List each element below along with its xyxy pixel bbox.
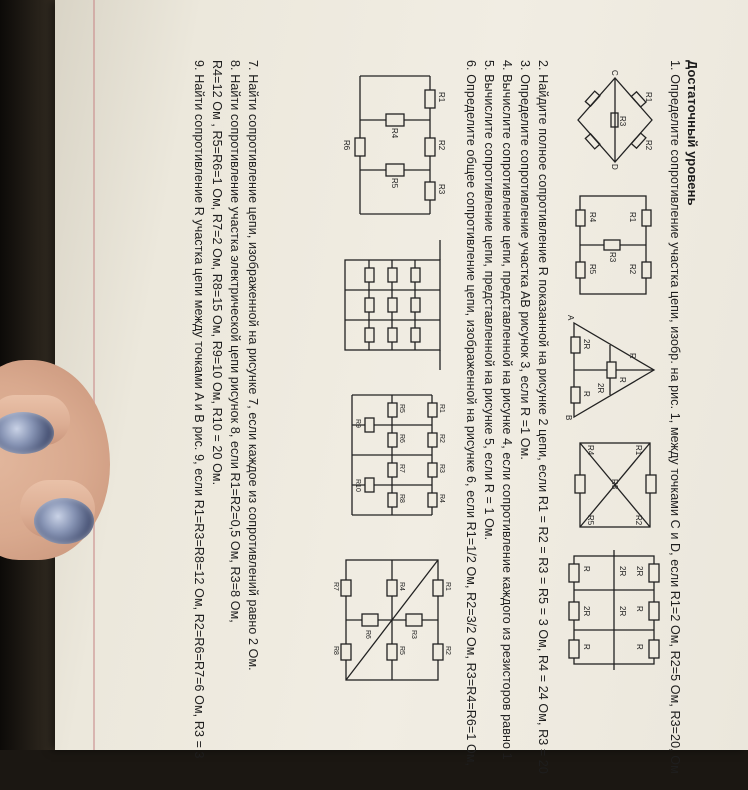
svg-text:R1: R1 bbox=[634, 445, 643, 456]
fig9-label-r5: R5 bbox=[398, 646, 405, 655]
fig6-label-r4: R4 bbox=[390, 128, 399, 139]
fig9-label-r1: R1 bbox=[444, 582, 451, 591]
fig2-label-r2: R2 bbox=[628, 264, 637, 275]
fig9-label-r6: R6 bbox=[364, 630, 371, 639]
fig3-label-2r-a: 2R bbox=[582, 339, 591, 350]
fig6-label-r6: R6 bbox=[342, 140, 351, 151]
figure-8 bbox=[332, 385, 452, 525]
fig5-label-1: R bbox=[635, 606, 644, 612]
fig3-label-2r-b: 2R bbox=[596, 383, 605, 394]
fig6-label-r5: R5 bbox=[390, 178, 399, 189]
fig1-label-r1: R1 bbox=[644, 92, 653, 103]
fig3-label-a: A bbox=[566, 315, 575, 321]
figure-5-top bbox=[570, 435, 660, 535]
task-8: 8. Найти сопротивление участка электрической цепи рисунок 8, если R1=R2=0,5 Ом, R3=8 Ом, bbox=[228, 60, 242, 623]
fig5-label-0: 2R bbox=[635, 566, 644, 577]
fig8-label-r8: R8 bbox=[398, 494, 405, 503]
worksheet-content bbox=[60, 40, 700, 790]
fig6-label-r3: R3 bbox=[437, 184, 446, 195]
fig9-label-r8: R8 bbox=[332, 646, 339, 655]
fig3-label-r-a: R bbox=[582, 391, 591, 397]
figure-6 bbox=[340, 70, 450, 220]
figure-7 bbox=[335, 240, 450, 370]
section-heading: Достаточный уровень bbox=[685, 60, 700, 206]
fig3-label-b: B bbox=[564, 415, 573, 421]
painted-nail-lower bbox=[34, 498, 94, 544]
fig1-label-d: D bbox=[610, 164, 619, 170]
fig8-label-r1: R1 bbox=[438, 404, 445, 413]
fig2-label-r4: R4 bbox=[588, 212, 597, 223]
fig5-label-3: 2R bbox=[618, 566, 627, 577]
task-2: 2. Найдите полное сопротивление R показанной на рисунке 2 цепи, если R1 = R2 = R3 = R5 = 3 Ом, R4 = 24 Ом, R3 = 20 bbox=[536, 60, 550, 774]
fig5-label-2: R bbox=[635, 644, 644, 650]
svg-text:R4: R4 bbox=[586, 445, 595, 456]
figure-2 bbox=[570, 190, 656, 300]
fig9-label-r4: R4 bbox=[398, 582, 405, 591]
task-7: 7. Найти сопротивление цепи, изображенной на рисунке 7, если каждое из сопротивлений равно 2 Ом. bbox=[246, 60, 260, 671]
fig5-label-4: 2R bbox=[618, 606, 627, 617]
fig8-label-r6: R6 bbox=[398, 434, 405, 443]
figure-3 bbox=[565, 315, 660, 425]
fig8-label-r9: R9 bbox=[354, 419, 361, 428]
figure-9 bbox=[332, 550, 452, 690]
fig5-label-6: 2R bbox=[582, 606, 591, 617]
task-5: 5. Вычислите сопротивление цепи, представленной на рисунке 5, если R = 1 Ом. bbox=[482, 60, 496, 541]
task-4: 4. Вычислите сопротивление цепи, представленной на рисунке 4, если сопротивление каждого из резисторов равно 1 bbox=[500, 60, 514, 760]
fig1-label-r3: R3 bbox=[618, 116, 627, 127]
fig8-label-r2: R2 bbox=[438, 434, 445, 443]
fig3-label-r-b: R bbox=[618, 377, 627, 383]
fig9-label-r7: R7 bbox=[332, 582, 339, 591]
fig1-label-r2: R2 bbox=[644, 140, 653, 151]
fig6-label-r2: R2 bbox=[437, 140, 446, 151]
svg-text:R3: R3 bbox=[610, 479, 619, 490]
fig5-label-5: R bbox=[582, 566, 591, 572]
fig3-label-r-c: R bbox=[628, 353, 637, 359]
fig8-label-r10: R10 bbox=[354, 479, 361, 492]
fig6-label-r1: R1 bbox=[437, 92, 446, 103]
fig2-label-r5: R5 bbox=[588, 264, 597, 275]
fig2-label-r3: R3 bbox=[608, 252, 617, 263]
task-9: 9. Найти сопротивление R участка цепи между точками A и B рис. 9, если R1=R3=R8=12 Ом, R2=R6=R7=6 Ом, R3 = 3 bbox=[192, 60, 206, 759]
svg-text:R5: R5 bbox=[586, 515, 595, 526]
fig8-label-r5: R5 bbox=[398, 404, 405, 413]
figure-1 bbox=[570, 70, 660, 170]
fig9-label-r2: R2 bbox=[444, 646, 451, 655]
svg-text:R2: R2 bbox=[634, 515, 643, 526]
fig1-label-c: C bbox=[610, 70, 619, 76]
fig8-label-r4: R4 bbox=[438, 494, 445, 503]
task-8-continued: R4=12 Ом , R5=R6=1 Ом, R7=2 Ом, R8=15 Ом, R9=10 Ом, R10 = 20 Ом. bbox=[210, 60, 224, 486]
fig9-label-r3: R3 bbox=[410, 630, 417, 639]
fig8-label-r3: R3 bbox=[438, 464, 445, 473]
task-3: 3. Определите сопротивление участка AB рисунок 3, если R =1 Ом. bbox=[518, 60, 532, 460]
fig2-label-r1: R1 bbox=[628, 212, 637, 223]
fig8-label-r7: R7 bbox=[398, 464, 405, 473]
fig5-label-7: R bbox=[582, 644, 591, 650]
figure-5 bbox=[564, 550, 664, 670]
task-6: 6. Определите общее сопротивление цепи, изображенной на рисунке 6, если R1=1/2 Ом, R2=3/2 Ом, R3=R4=R6=1 Ом, bbox=[464, 60, 478, 767]
task-1: 1. Определите сопротивление участка цепи, изобр. на рис. 1, между точками C и D, если R1=2 Ом, R2=5 Ом, R3=20, Ом bbox=[668, 60, 682, 774]
